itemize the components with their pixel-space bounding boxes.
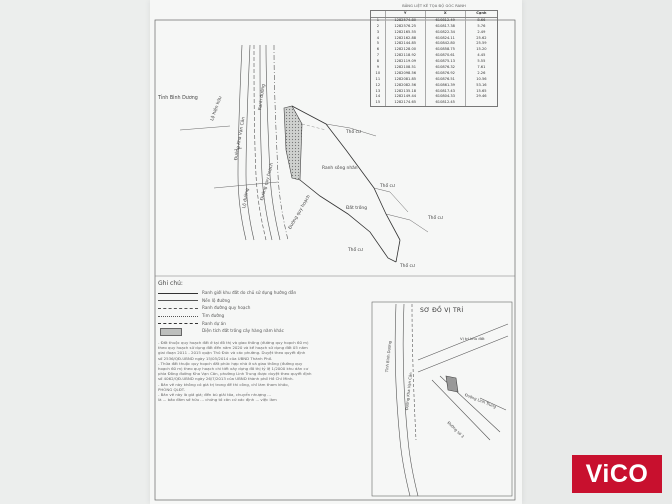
table-cell: 610876.92	[426, 71, 466, 77]
table-cell: 12	[371, 83, 386, 89]
table-cell: 610876.32	[426, 65, 466, 71]
table-cell: 1282576.25	[386, 24, 426, 30]
table-cell: 610817.38	[426, 24, 466, 30]
table-cell: 1282135.18	[386, 89, 426, 95]
table-cell: 10	[371, 71, 386, 77]
table-cell	[466, 100, 497, 106]
inset-label: Vị trí khu đất	[460, 336, 485, 341]
table-cell: 610822.34	[426, 30, 466, 36]
table-cell: 610875.13	[426, 59, 466, 65]
note-line: phía Đông đường Kha Vạn Cân, phường Linh Trung được duyệt theo quyết định	[158, 371, 312, 377]
note-line: là ... bảo đảm sở hữu ... chứng tỏ căn cứ xác định ... việc làm	[158, 397, 277, 403]
table-body	[371, 18, 497, 106]
note-line: - Bản vẽ này là giả giá; đền bù giải tỏa, chuyển nhượng ...	[158, 392, 271, 398]
inset-label: Tỉnh Bình Dương	[384, 340, 393, 373]
legend	[158, 280, 368, 335]
note-line: hoạch 60 m) theo quy hoạch chi tiết xây dựng đô thị tỷ lệ 1/2000 khu dân cư	[158, 366, 309, 372]
table-cell: 4	[371, 36, 386, 42]
table-cell: 8.66	[477, 17, 486, 22]
location-map	[372, 302, 512, 496]
table-cell: 4.45	[477, 53, 486, 58]
legend-item: Diện tích đất trống cây hàng năm khác	[158, 327, 368, 335]
table-header-row	[371, 11, 497, 18]
note-line: số 4062/QĐ-UBND ngày 26/7/2013 của UBND thành phố Hồ Chí Minh.	[158, 376, 294, 382]
table-cell: 15	[371, 100, 386, 106]
column-header: X	[426, 11, 466, 17]
road-label: Lộ hiện hữu	[210, 95, 224, 122]
inset-label: Đường Kha Vạn Cân	[404, 372, 413, 411]
table-cell: 10.56	[476, 76, 487, 81]
road-label: Lộ đường	[242, 187, 251, 209]
note-line: - Bản vẽ này không có giá trị trong đề thi công, chỉ làm tham khảo,	[158, 381, 289, 387]
column-header	[371, 11, 386, 17]
table-cell: 1282574.80	[386, 18, 426, 24]
column-header: Cạnh	[476, 11, 487, 15]
table-title: BẢNG LIỆT KÊ TỌA ĐỘ GÓC RANH	[402, 4, 466, 8]
land-use-label: Ranh sông nhãn	[322, 166, 358, 171]
table-cell: 610812.49	[426, 18, 466, 24]
note-line: theo quy hoạch sử dụng đất đến năm 2020 và kế hoạch sử dụng đất 05 năm	[158, 345, 308, 351]
table-cell: 11	[371, 77, 386, 83]
table-cell: 1282128.00	[386, 47, 426, 53]
table-cell: 1282149.44	[386, 94, 426, 100]
table-cell: 8	[371, 59, 386, 65]
table-cell: 15.20	[476, 47, 487, 52]
table-cell: 2	[371, 24, 386, 30]
table-cell: 610858.75	[426, 47, 466, 53]
inset-label: Đường số 3	[446, 420, 466, 439]
table-cell: 9	[371, 65, 386, 71]
note-line: - Đất thuộc quy hoạch đất ở tại đô thị và giao thông (đường quy hoạch 60 m)	[158, 340, 309, 345]
table-cell: 14	[371, 94, 386, 100]
table-cell: 1282174.65	[386, 100, 426, 106]
note-line: số 2536/QĐ-UBND ngày 15/05/2014 của UBND Thành Phố.	[158, 355, 273, 361]
table-cell: 1282119.09	[386, 59, 426, 65]
table-cell: 610817.43	[426, 89, 466, 95]
column-header: Y	[386, 11, 426, 17]
table-cell: 5.55	[477, 59, 486, 64]
land-use-label: Đất trống	[346, 206, 367, 211]
table-cell: 610812.45	[426, 100, 466, 106]
table-cell: 2.49	[477, 29, 486, 34]
table-cell: 1282098.56	[386, 71, 426, 77]
table-cell: 25.62	[476, 35, 487, 40]
legend-item: Ranh dự án	[158, 319, 368, 327]
table-cell: 25.59	[476, 41, 487, 46]
left-background	[0, 0, 150, 504]
road-label: Ranh đường	[258, 83, 267, 111]
land-use-label: Thổ cư	[348, 248, 363, 253]
table-cell: 5.76	[477, 23, 486, 28]
table-cell: 610804.33	[426, 94, 466, 100]
table-cell: 2.26	[477, 70, 486, 75]
table-row	[371, 100, 497, 106]
inset-label: Đường Linh Trung	[464, 392, 498, 410]
table-cell: 5	[371, 41, 386, 47]
note-line: PHÒNG QLĐT.	[158, 386, 185, 392]
table-cell: 1282118.92	[386, 53, 426, 59]
land-use-label: Thổ cư	[400, 264, 415, 269]
table-cell: 29.46	[476, 94, 487, 99]
legend-item: Ranh đường quy hoạch	[158, 304, 368, 312]
coordinate-table	[370, 4, 498, 107]
table-cell: 610824.11	[426, 36, 466, 42]
table-cell: 610876.51	[426, 77, 466, 83]
road-label: Đường quy hoạch	[288, 194, 312, 231]
table-cell: 7.61	[477, 65, 486, 70]
table-cell: 53.16	[476, 82, 487, 87]
note-line: giai đoạn 2011 - 2015 quận Thủ Đức và các phường. Duyệt theo quyết định	[158, 350, 306, 356]
location-map-title: SƠ ĐỒ VỊ TRÍ	[420, 307, 464, 314]
table-cell: 7	[371, 53, 386, 59]
notes-block	[158, 340, 363, 402]
table-cell: 1	[371, 18, 386, 24]
table-cell: 15.65	[476, 88, 487, 93]
land-use-label: Thổ cư	[380, 184, 395, 189]
road-label: Đường quy hoạch	[260, 162, 275, 202]
table-grid	[370, 10, 498, 107]
table-cell: 610861.39	[426, 83, 466, 89]
table-cell: 610842.80	[426, 41, 466, 47]
legend-item: Ranh giới khu đất do chủ sử dụng hướng dẫn	[158, 289, 368, 297]
legend-title: Ghi chú:	[158, 280, 183, 287]
main-road-lines	[238, 45, 288, 240]
legend-item: Tim đường	[158, 312, 368, 320]
note-line: - Thửa đất thuộc quy hoạch đất phức hợp nhà ở và giao thông (đường quy	[158, 360, 303, 366]
road-label: Đường Kha Vạn Cân	[234, 116, 247, 161]
province-label: Tỉnh Bình Dương	[158, 96, 198, 101]
table-cell: 1282108.51	[386, 65, 426, 71]
cadastral-document	[150, 0, 522, 504]
table-cell: 13	[371, 89, 386, 95]
table-cell: 1282144.85	[386, 41, 426, 47]
table-cell: 6	[371, 47, 386, 53]
land-use-label: Thổ cư	[428, 216, 443, 221]
table-cell: 1282162.88	[386, 36, 426, 42]
table-cell: 1282081.85	[386, 77, 426, 83]
right-background	[522, 0, 672, 504]
table-cell: 1282165.55	[386, 30, 426, 36]
legend-item: Nền lộ đường	[158, 297, 368, 305]
land-use-label: Thổ cư	[346, 130, 361, 135]
table-cell: 610870.61	[426, 53, 466, 59]
table-cell: 1282082.56	[386, 83, 426, 89]
vico-logo: ViCO	[572, 455, 662, 493]
table-cell: 3	[371, 30, 386, 36]
